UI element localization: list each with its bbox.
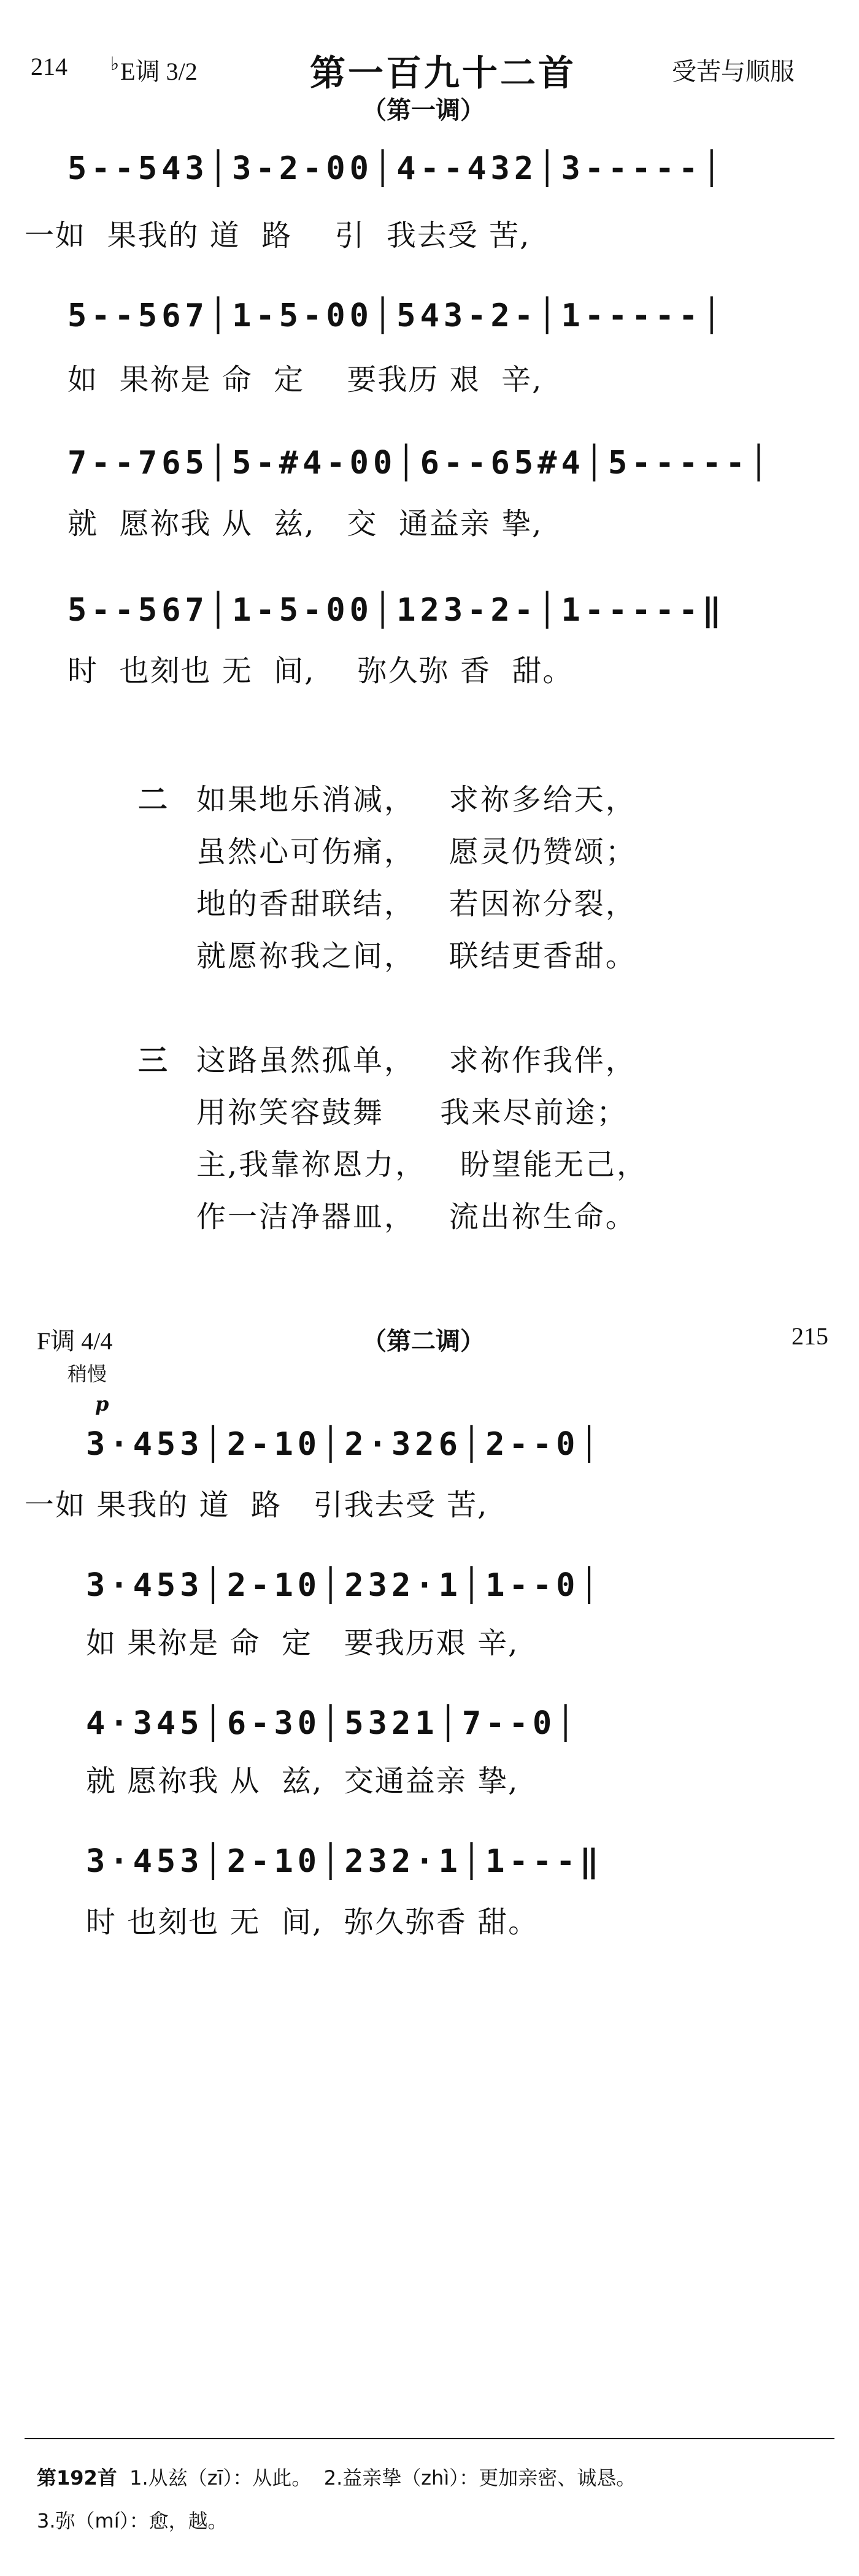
second-tune-subtitle: （第二调）	[362, 1327, 485, 1355]
lyrics-line-7: 就 愿祢我 从 兹, 交通益亲 挚,	[86, 1764, 519, 1798]
footnote-label: 第192首	[37, 2466, 117, 2490]
first-tune-subtitle: （第一调）	[362, 96, 485, 125]
notation-line-2: 5--567│1-5-00│543-2-│1-----│	[67, 297, 726, 334]
verse-line: 作一洁净器皿， 流出祢生命。	[196, 1200, 637, 1234]
key-signature-second: F调 4/4	[37, 1327, 113, 1355]
verse-line: 用祢笑容鼓舞 我来尽前途；	[196, 1095, 628, 1130]
verse-line: 地的香甜联结， 若因祢分裂，	[196, 887, 637, 921]
lyrics-line-6: 如 果祢是 命 定 要我历艰 辛,	[86, 1626, 519, 1660]
page-number-left: 214	[31, 53, 67, 80]
verse-line: 就愿祢我之间， 联结更香甜。	[196, 939, 637, 973]
footnote-line-1	[37, 2463, 636, 2491]
lyrics-line-1: 一如 果我的 道 路 引 我去受 苦,	[25, 218, 531, 253]
lyrics-line-2: 如 果祢是 命 定 要我历 艰 辛,	[67, 362, 543, 397]
notation-line-7: 4·345│6-30│5321│7--0│	[86, 1705, 580, 1742]
notation-line-1: 5--543│3-2-00│4--432│3-----│	[67, 150, 726, 187]
notation-line-8: 3·453│2-10│232·1│1---‖	[86, 1843, 603, 1880]
verse-number: 三	[138, 1043, 168, 1078]
hymn-category: 受苦与顺服	[672, 58, 795, 86]
dynamic-marking: p	[95, 1392, 109, 1416]
key-signature-first	[110, 52, 198, 87]
notation-line-3: 7--765│5-#4-00│6--65#4│5-----│	[67, 445, 773, 481]
footnote-rule	[25, 2438, 834, 2439]
verse-line: 这路虽然孤单， 求祢作我伴，	[196, 1043, 637, 1078]
notation-line-4: 5--567│1-5-00│123-2-│1-----‖	[67, 592, 726, 629]
lyrics-line-5: 一如 果我的 道 路 引我去受 苦,	[25, 1488, 488, 1522]
key-text-first: E调 3/2	[120, 58, 198, 85]
lyrics-line-3: 就 愿祢我 从 兹, 交 通益亲 挚,	[67, 507, 543, 541]
verse-line: 虽然心可伤痛， 愿灵仍赞颂；	[196, 835, 637, 869]
footnote-line-2: 3.弥（mí）：愈，越。	[37, 2509, 228, 2532]
lyrics-line-4: 时 也刻也 无 间, 弥久弥 香 甜。	[67, 654, 574, 688]
flat-sign: ♭	[110, 54, 120, 74]
footnote-text-1: 1.从兹（zī）：从此。 2.益亲挚（zhì）：更加亲密、诚恳。	[117, 2466, 636, 2490]
tempo-marking: 稍慢	[67, 1362, 107, 1386]
notation-line-5: 3·453│2-10│2·326│2--0│	[86, 1426, 603, 1463]
hymn-title: 第一百九十二首	[310, 52, 577, 94]
verse-number: 二	[138, 783, 168, 817]
notation-line-6: 3·453│2-10│232·1│1--0│	[86, 1567, 603, 1604]
page-number-right: 215	[792, 1322, 828, 1350]
verse-line: 主,我靠祢恩力， 盼望能无己，	[196, 1148, 649, 1182]
lyrics-line-8: 时 也刻也 无 间, 弥久弥香 甜。	[86, 1905, 539, 1939]
verse-line: 如果地乐消减， 求祢多给天，	[196, 783, 637, 817]
